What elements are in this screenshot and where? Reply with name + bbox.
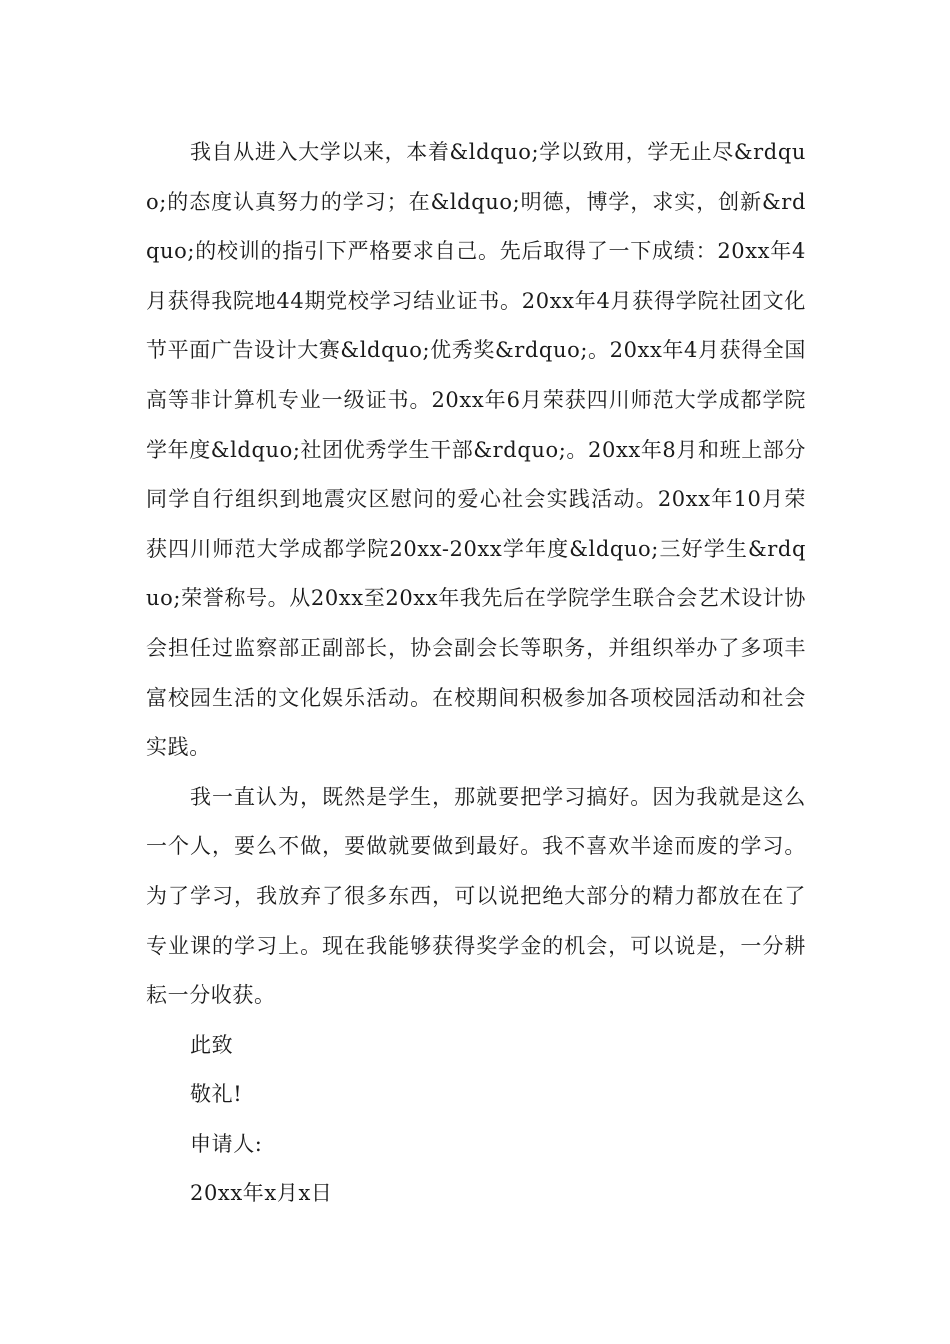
letter-body xyxy=(146,128,806,1219)
applicant-label: 申请人: xyxy=(190,1131,263,1156)
letter-date: 20xx年x月x日 xyxy=(190,1181,333,1206)
paragraph-study-attitude: 我一直认为，既然是学生，那就要把学习搞好。因为我就是这么一个人，要么不做，要做就要做到最好。我不喜欢半途而废的学习。为了学习，我放弃了很多东西，可以说把绝大部分的精力都放在在了专业课的学习上。现在我能够获得奖学金的机会，可以说是，一分耕耘一分收获。 xyxy=(146,784,806,1008)
closing-salutation: 此致 xyxy=(190,1032,234,1057)
paragraph-achievements: 我自从进入大学以来，本着&ldquo;学以致用，学无止尽&rdquo;的态度认真努力的学习；在&ldquo;明德，博学，求实，创新&rdquo;的校训的指引下严格要求自己。先后取得了一下成绩：20xx年4月获得我院地44期党校学习结业证书。20xx年4月获得学院社团文化节平面广告设计大赛&ldquo;优秀奖&rdquo;。20xx年4月获得全国高等非计算机专业一级证书。20xx年6月荣获四川师范大学成都学院学年度&ldquo;社团优秀学生干部&rdquo;。20xx年8月和班上部分同学自行组织到地震灾区慰问的爱心社会实践活动。20xx年10月荣获四川师范大学成都学院20xx-20xx学年度&ldquo;三好学生&rdquo;荣誉称号。从20xx至20xx年我先后在学院学生联合会艺术设计协会担任过监察部正副部长，协会副会长等职务，并组织举办了多项丰富校园生活的文化娱乐活动。在校期间积极参加各项校园活动和社会实践。 xyxy=(146,140,806,760)
closing-regards: 敬礼! xyxy=(190,1082,243,1107)
